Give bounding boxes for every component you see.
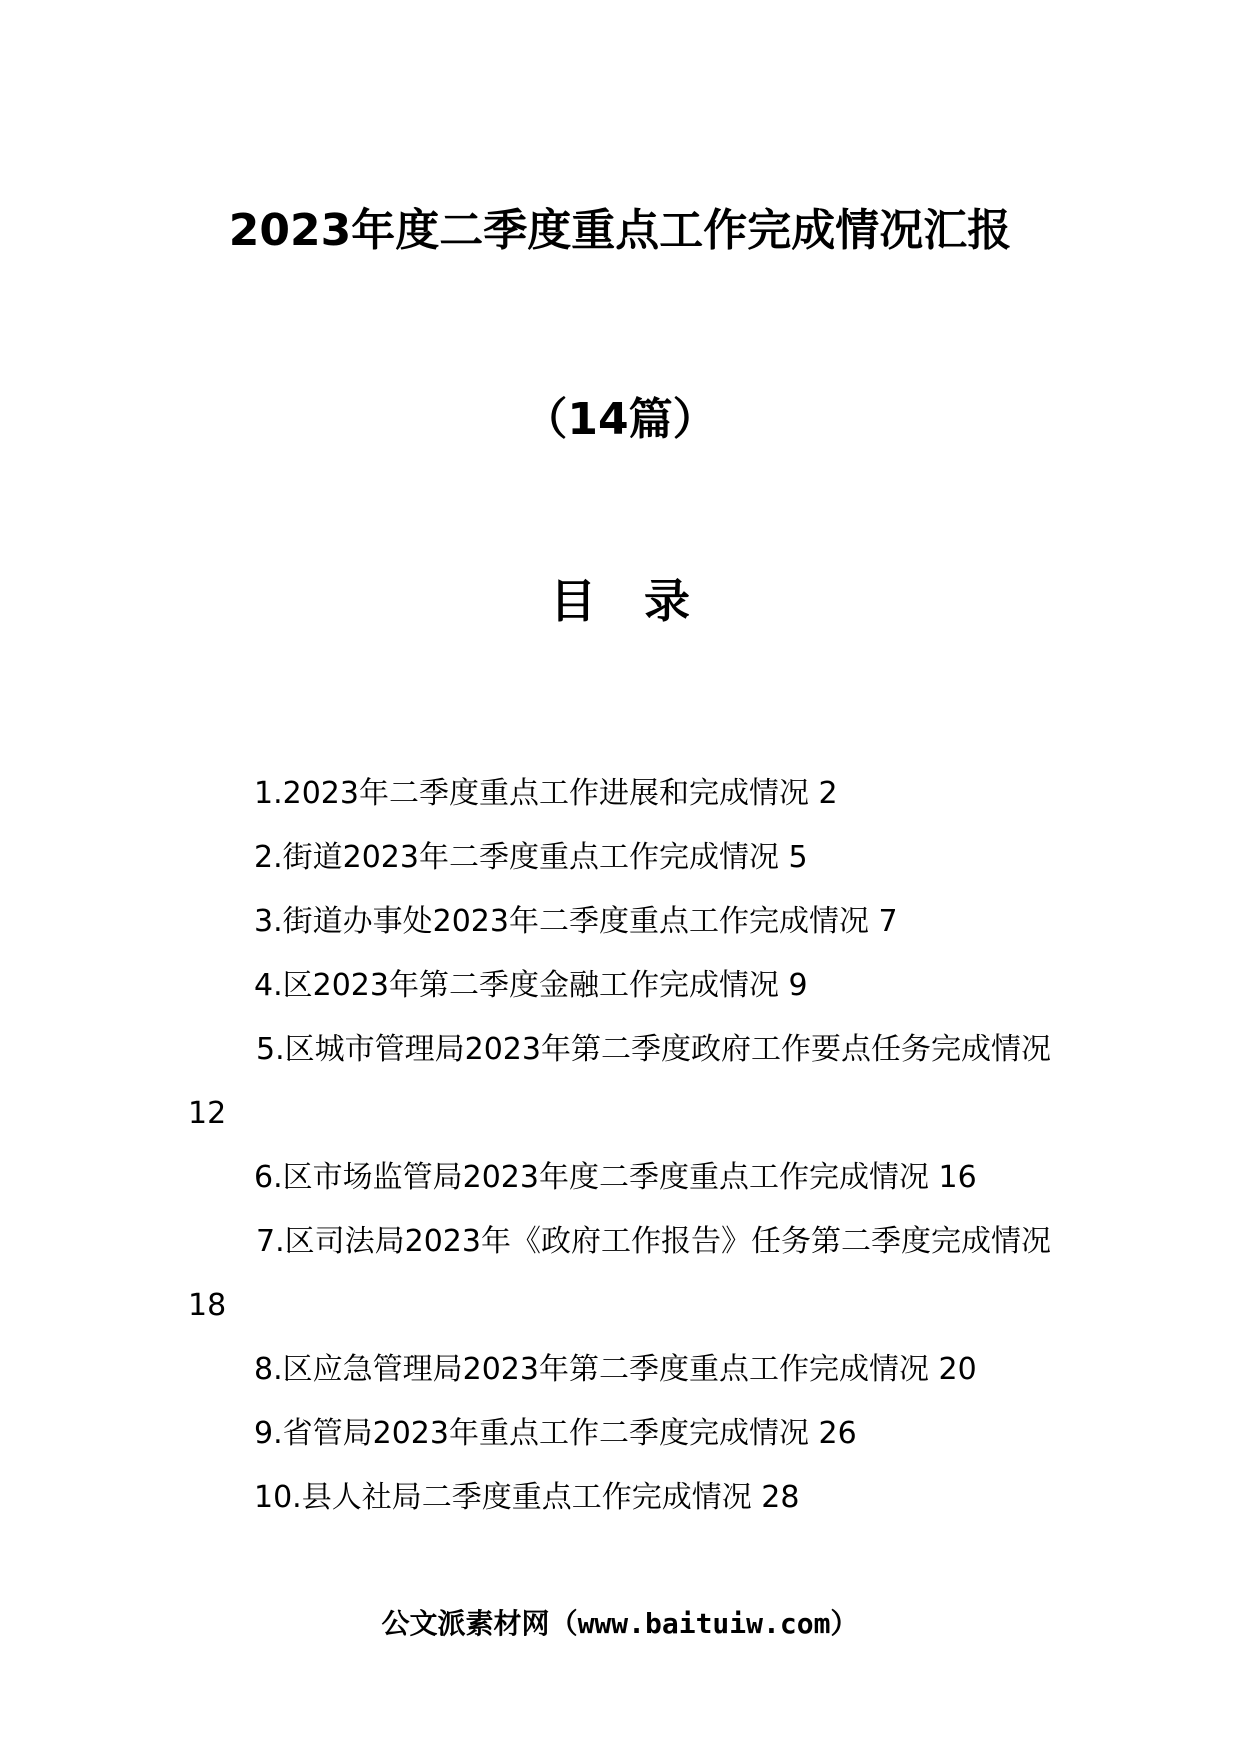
toc-item[interactable]: 2.街道2023年二季度重点工作完成情况 5 bbox=[254, 840, 808, 875]
footer-site-name: 公文派素材网 bbox=[381, 1607, 550, 1640]
table-of-contents bbox=[188, 762, 1068, 1530]
toc-item[interactable]: 10.县人社局二季度重点工作完成情况 28 bbox=[254, 1480, 800, 1515]
toc-item[interactable]: 4.区2023年第二季度金融工作完成情况 9 bbox=[254, 968, 808, 1003]
toc-item[interactable]: 7.区司法局2023年《政府工作报告》任务第二季度完成情况 18 bbox=[188, 1224, 1051, 1323]
toc-heading: 目 录 bbox=[549, 574, 706, 628]
footer-site-url[interactable]: （www.baituiw.com） bbox=[549, 1607, 859, 1640]
toc-item[interactable]: 5.区城市管理局2023年第二季度政府工作要点任务完成情况 12 bbox=[188, 1032, 1051, 1131]
article-count: （14篇） bbox=[523, 394, 717, 445]
toc-item[interactable]: 6.区市场监管局2023年度二季度重点工作完成情况 16 bbox=[254, 1160, 977, 1195]
toc-item[interactable]: 3.街道办事处2023年二季度重点工作完成情况 7 bbox=[254, 904, 898, 939]
toc-item[interactable]: 9.省管局2023年重点工作二季度完成情况 26 bbox=[254, 1416, 857, 1451]
toc-item[interactable]: 8.区应急管理局2023年第二季度重点工作完成情况 20 bbox=[254, 1352, 977, 1387]
document-title: 2023年度二季度重点工作完成情况汇报 bbox=[228, 205, 1012, 256]
toc-item[interactable]: 1.2023年二季度重点工作进展和完成情况 2 bbox=[254, 776, 838, 811]
footer-watermark bbox=[0, 1604, 1240, 1644]
